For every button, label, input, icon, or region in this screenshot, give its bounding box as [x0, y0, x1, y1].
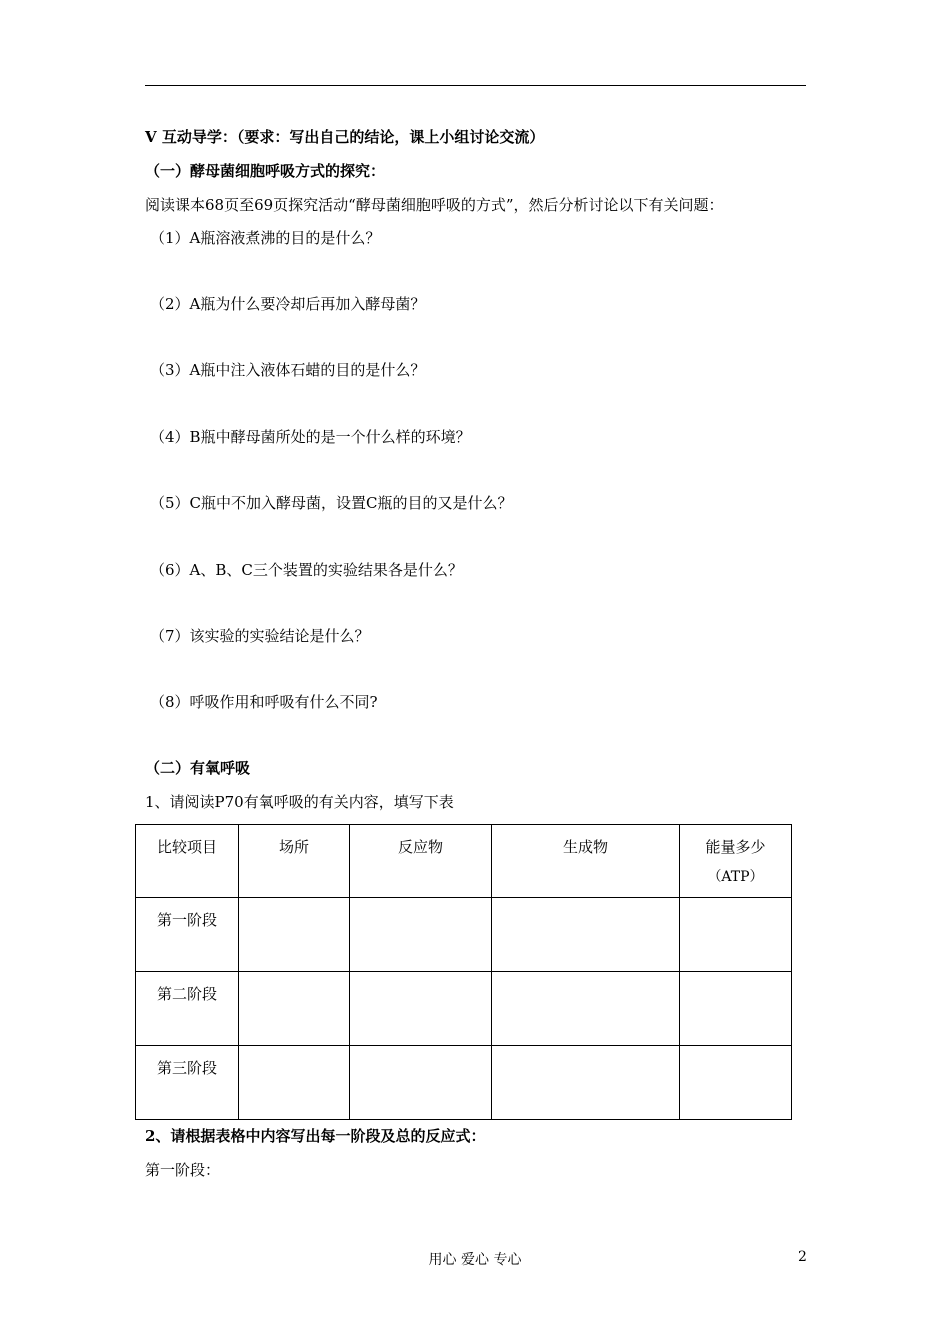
header-energy	[680, 825, 792, 898]
table-row	[136, 1046, 792, 1120]
question-1: （1）A瓶溶液煮沸的目的是什么？	[150, 229, 381, 247]
row-label-stage-1: 第一阶段	[136, 898, 239, 972]
aerobic-respiration-table	[135, 824, 792, 1120]
table-cell[interactable]	[680, 898, 792, 972]
question-3: （3）A瓶中注入液体石蜡的目的是什么？	[150, 361, 426, 379]
table-cell[interactable]	[239, 1046, 350, 1120]
header-products: 生成物	[492, 825, 680, 898]
header-location: 场所	[239, 825, 350, 898]
question-7: （7）该实验的实验结论是什么？	[150, 627, 370, 645]
question-8: （8）呼吸作用和呼吸有什么不同?	[150, 693, 378, 711]
task-1: 1、请阅读P70有氧呼吸的有关内容，填写下表	[145, 793, 454, 811]
table-cell[interactable]	[239, 898, 350, 972]
task-2: 2、请根据表格中内容写出每一阶段及总的反应式：	[145, 1127, 486, 1145]
table-cell[interactable]	[680, 1046, 792, 1120]
table-cell[interactable]	[350, 972, 492, 1046]
table-cell[interactable]	[680, 972, 792, 1046]
section1-intro: 阅读课本68页至69页探究活动“酵母菌细胞呼吸的方式”，然后分析讨论以下有关问题：	[145, 196, 724, 214]
table-cell[interactable]	[492, 898, 680, 972]
question-4: （4）B瓶中酵母菌所处的是一个什么样的环境？	[150, 428, 471, 446]
table-cell[interactable]	[492, 1046, 680, 1120]
table-cell[interactable]	[492, 972, 680, 1046]
header-comparison-item: 比较项目	[136, 825, 239, 898]
question-2: （2）A瓶为什么要冷却后再加入酵母菌？	[150, 295, 426, 313]
table-header-row	[136, 825, 792, 898]
header-rule	[145, 85, 806, 86]
interactive-guide-heading: V 互动导学：（要求：写出自己的结论，课上小组讨论交流）	[145, 128, 545, 146]
header-energy-label: 能量多少	[705, 838, 766, 856]
header-energy-unit: （ATP）	[707, 869, 764, 885]
table-cell[interactable]	[350, 898, 492, 972]
question-5: （5）C瓶中不加入酵母菌，设置C瓶的目的又是什么？	[150, 494, 513, 512]
section1-title: （一）酵母菌细胞呼吸方式的探究：	[145, 162, 386, 180]
table-row	[136, 898, 792, 972]
section2-title: （二）有氧呼吸	[145, 759, 251, 777]
table-cell[interactable]	[350, 1046, 492, 1120]
stage-1-label: 第一阶段：	[145, 1161, 221, 1179]
table-cell[interactable]	[239, 972, 350, 1046]
table-row	[136, 972, 792, 1046]
page-footer: 用心 爱心 专心	[428, 1252, 522, 1268]
header-reactants: 反应物	[350, 825, 492, 898]
page-number: 2	[798, 1249, 807, 1265]
question-6: （6）A、B、C三个装置的实验结果各是什么？	[150, 561, 463, 579]
row-label-stage-2: 第二阶段	[136, 972, 239, 1046]
row-label-stage-3: 第三阶段	[136, 1046, 239, 1120]
